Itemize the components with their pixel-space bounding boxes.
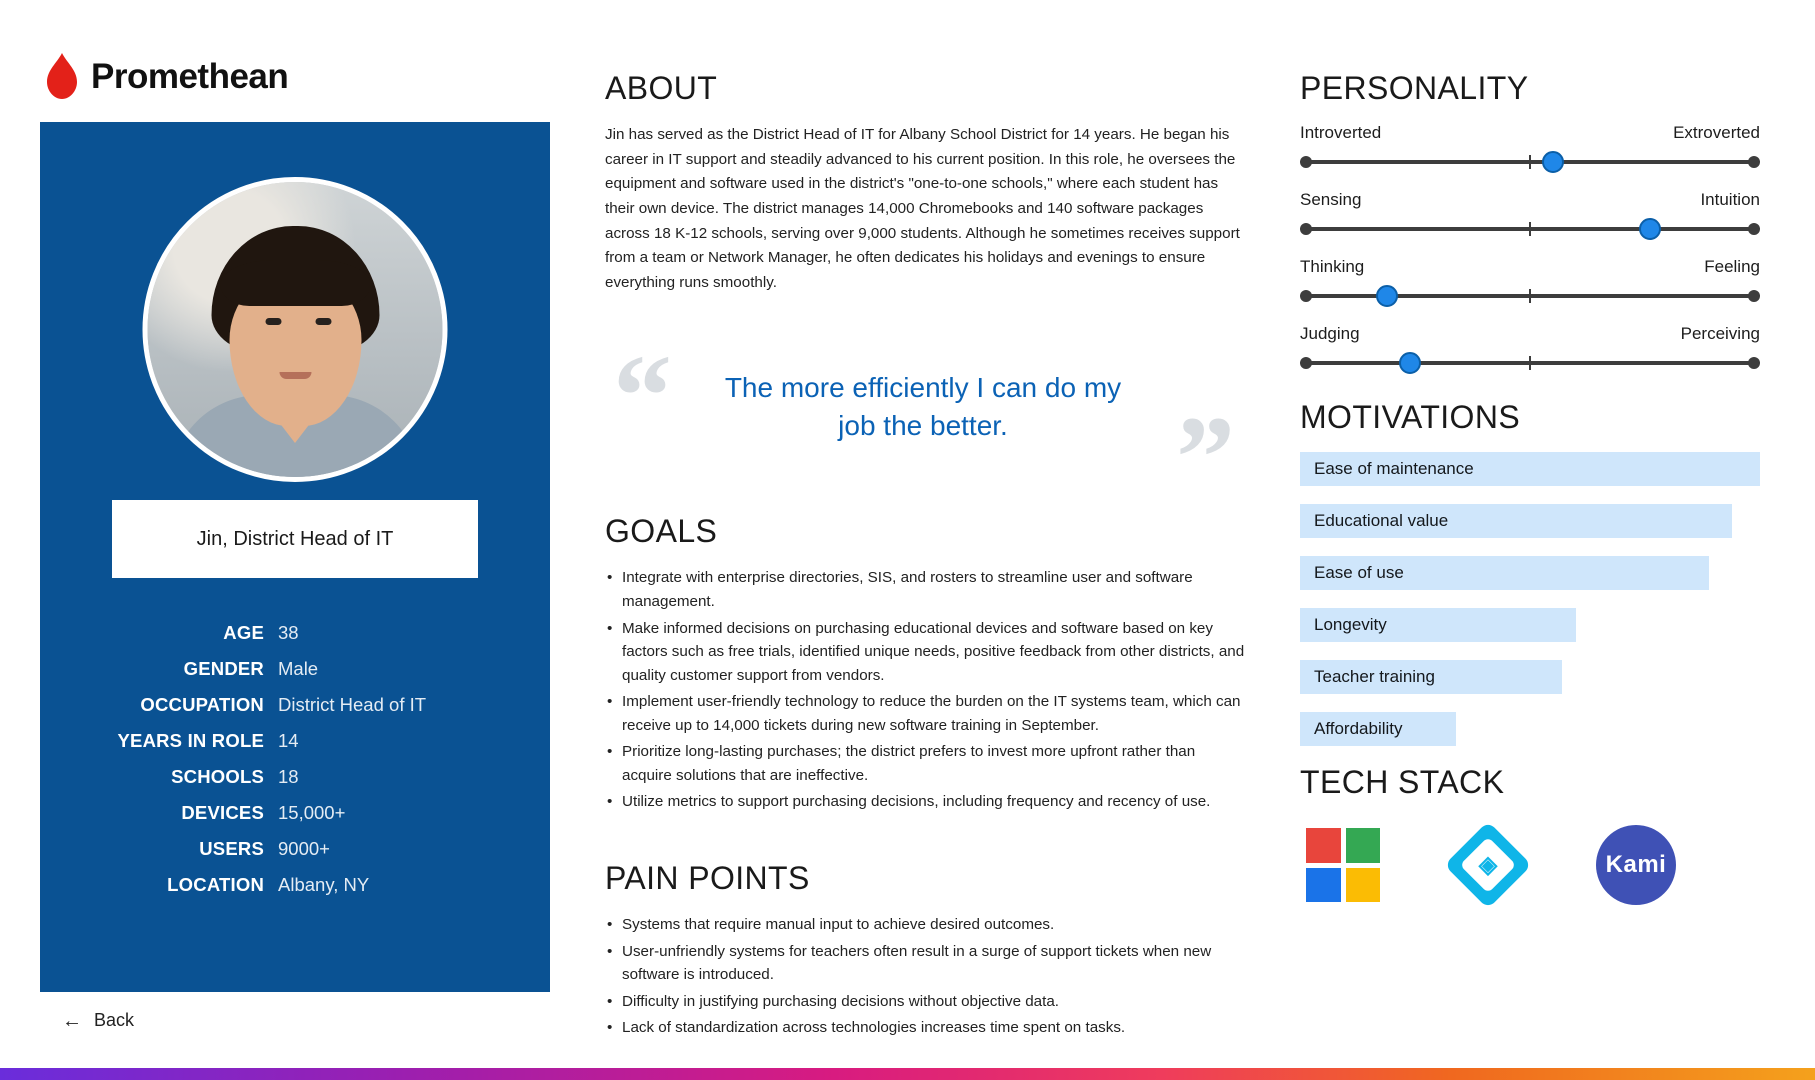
fact-value-gender: Male — [278, 658, 319, 679]
facts-list — [40, 622, 550, 910]
slider-knob[interactable] — [1542, 151, 1564, 173]
avatar-eye-left — [266, 318, 282, 325]
microsoft-logo-icon — [1306, 828, 1380, 902]
track-cap-left — [1300, 290, 1312, 302]
track-cap-right — [1748, 156, 1760, 168]
track-midpoint — [1529, 289, 1531, 303]
goals-section — [605, 513, 1245, 814]
ms-square-green — [1346, 828, 1381, 863]
profile-card — [40, 122, 550, 992]
fact-value-users: 9000+ — [278, 838, 330, 859]
motivation-bar-educational-value: Educational value — [1300, 504, 1732, 538]
list-item: • Integrate with enterprise directories, SIS, and rosters to streamline user and software management. — [605, 566, 1245, 613]
quote-block — [605, 330, 1245, 524]
quote-close-icon: ” — [1176, 392, 1235, 524]
fact-row — [40, 838, 508, 860]
fact-row — [40, 658, 508, 680]
track-cap-right — [1748, 290, 1760, 302]
goals-title: GOALS — [605, 513, 718, 550]
slider-sensing-intuition — [1300, 190, 1760, 237]
slider-knob[interactable] — [1399, 352, 1421, 374]
back-button[interactable] — [40, 1010, 550, 1031]
arrow-left-icon: ← — [62, 1009, 82, 1032]
list-item: • Systems that require manual input to achieve desired outcomes. — [605, 913, 1245, 937]
slider-label-right: Extroverted — [1673, 123, 1760, 142]
list-item: • User-unfriendly systems for teachers often result in a surge of support tickets when new software is introduced. — [605, 940, 1245, 987]
ms-square-red — [1306, 828, 1341, 863]
track-midpoint — [1529, 222, 1531, 236]
list-item: • Make informed decisions on purchasing educational devices and software based on key factors such as free trials, identified unique needs, positive feedback from other districts, and quality customer support from vendors. — [605, 617, 1245, 688]
track-cap-left — [1300, 156, 1312, 168]
slider-track[interactable] — [1300, 221, 1760, 237]
list-item: • Prioritize long-lasting purchases; the district prefers to invest more upfront rather than acquire solutions that are ineffective. — [605, 740, 1245, 787]
fact-label-schools: SCHOOLS — [171, 766, 264, 787]
back-label: Back — [94, 1010, 135, 1030]
slider-label-right: Feeling — [1704, 257, 1760, 276]
quote-open-icon: “ — [613, 330, 672, 462]
slider-label-left: Introverted — [1300, 123, 1382, 142]
clever-logo-icon — [1444, 821, 1532, 909]
fact-value-occupation: District Head of IT — [278, 694, 427, 715]
clever-chevron: ◈ — [1478, 851, 1498, 879]
motivations-list — [1300, 452, 1760, 746]
motivation-bar-ease-of-use: Ease of use — [1300, 556, 1709, 590]
fact-row — [40, 730, 508, 752]
fact-label-location: LOCATION — [167, 874, 264, 895]
fact-value-schools: 18 — [278, 766, 299, 787]
brand-name: Promethean — [91, 56, 289, 96]
avatar — [143, 177, 448, 482]
motivation-bar-teacher-training: Teacher training — [1300, 660, 1562, 694]
track-midpoint — [1529, 155, 1531, 169]
footer-gradient-bar — [0, 1068, 1815, 1080]
list-item: • Utilize metrics to support purchasing decisions, including frequency and recency of use. — [605, 790, 1245, 814]
kami-logo-icon: Kami — [1596, 825, 1676, 905]
pain-points-list — [605, 913, 1245, 1040]
fact-label-occupation: OCCUPATION — [140, 694, 264, 715]
slider-track[interactable] — [1300, 154, 1760, 170]
avatar-fringe — [220, 260, 370, 306]
middle-column — [605, 70, 1245, 1043]
slider-label-left: Judging — [1300, 324, 1360, 343]
fact-label-years-in-role: YEARS IN ROLE — [117, 730, 264, 751]
brand-logo — [45, 48, 550, 104]
flame-icon — [45, 53, 79, 99]
motivation-bar-affordability: Affordability — [1300, 712, 1456, 746]
track-midpoint — [1529, 356, 1531, 370]
left-column — [40, 48, 550, 1031]
ms-square-blue — [1306, 868, 1341, 903]
pain-points-section — [605, 860, 1245, 1040]
personality-sliders — [1300, 123, 1760, 371]
fact-row — [40, 802, 508, 824]
ms-square-yellow — [1346, 868, 1381, 903]
motivations-title: MOTIVATIONS — [1300, 399, 1521, 435]
list-item: • Implement user-friendly technology to reduce the burden on the IT systems team, which can receive up to 14,000 tickets during new software training in September. — [605, 690, 1245, 737]
right-column — [1300, 70, 1760, 909]
track-cap-right — [1748, 223, 1760, 235]
fact-value-years-in-role: 14 — [278, 730, 299, 751]
pain-points-title: PAIN POINTS — [605, 860, 810, 896]
fact-value-devices: 15,000+ — [278, 802, 346, 823]
fact-value-age: 38 — [278, 622, 299, 643]
slider-track[interactable] — [1300, 355, 1760, 371]
persona-name-plate: Jin, District Head of IT — [112, 500, 478, 578]
avatar-eye-right — [316, 318, 332, 325]
track-cap-left — [1300, 223, 1312, 235]
fact-label-devices: DEVICES — [181, 802, 264, 823]
slider-judging-perceiving — [1300, 324, 1760, 371]
slider-label-right: Intuition — [1700, 190, 1760, 209]
fact-row — [40, 694, 508, 716]
motivation-bar-ease-of-maintenance: Ease of maintenance — [1300, 452, 1760, 486]
about-title: ABOUT — [605, 70, 718, 106]
fact-row — [40, 622, 508, 644]
track-cap-right — [1748, 357, 1760, 369]
personality-title: PERSONALITY — [1300, 70, 1529, 106]
slider-knob[interactable] — [1376, 285, 1398, 307]
tech-stack-title: TECH STACK — [1300, 764, 1505, 800]
motivation-bar-longevity: Longevity — [1300, 608, 1576, 642]
goals-list — [605, 566, 1245, 814]
slider-label-left: Thinking — [1300, 257, 1365, 276]
slider-introverted-extroverted — [1300, 123, 1760, 170]
avatar-mouth — [279, 372, 311, 379]
quote-text: The more efficiently I can do my job the better. — [724, 372, 1122, 442]
fact-label-age: AGE — [223, 622, 264, 643]
track-cap-left — [1300, 357, 1312, 369]
slider-label-right: Perceiving — [1680, 324, 1760, 343]
list-item: • Difficulty in justifying purchasing decisions without objective data. — [605, 990, 1245, 1014]
fact-label-users: USERS — [199, 838, 264, 859]
fact-row — [40, 766, 508, 788]
tech-stack-logos — [1300, 821, 1760, 909]
fact-value-location: Albany, NY — [278, 874, 370, 895]
slider-label-left: Sensing — [1300, 190, 1362, 209]
slider-knob[interactable] — [1639, 218, 1661, 240]
fact-row — [40, 874, 508, 896]
about-text: Jin has served as the District Head of IT for Albany School District for 14 years. He began his career in IT support and steadily advanced to his current position. In this role, he oversees the equipment and software used in the district's "one-to-one schools," where each student has their own device. The district manages 14,000 Chromebooks and 140 software packages across 18 K-12 schools, serving over 9,000 students. Although he sometimes receives support from a team or Network Manager, he often dedicates his holidays and evenings to ensure everything runs smoothly. — [605, 126, 1240, 291]
slider-thinking-feeling — [1300, 257, 1760, 304]
fact-label-gender: GENDER — [183, 658, 264, 679]
slider-track[interactable] — [1300, 288, 1760, 304]
list-item: • Lack of standardization across technologies increases time spent on tasks. — [605, 1016, 1245, 1040]
